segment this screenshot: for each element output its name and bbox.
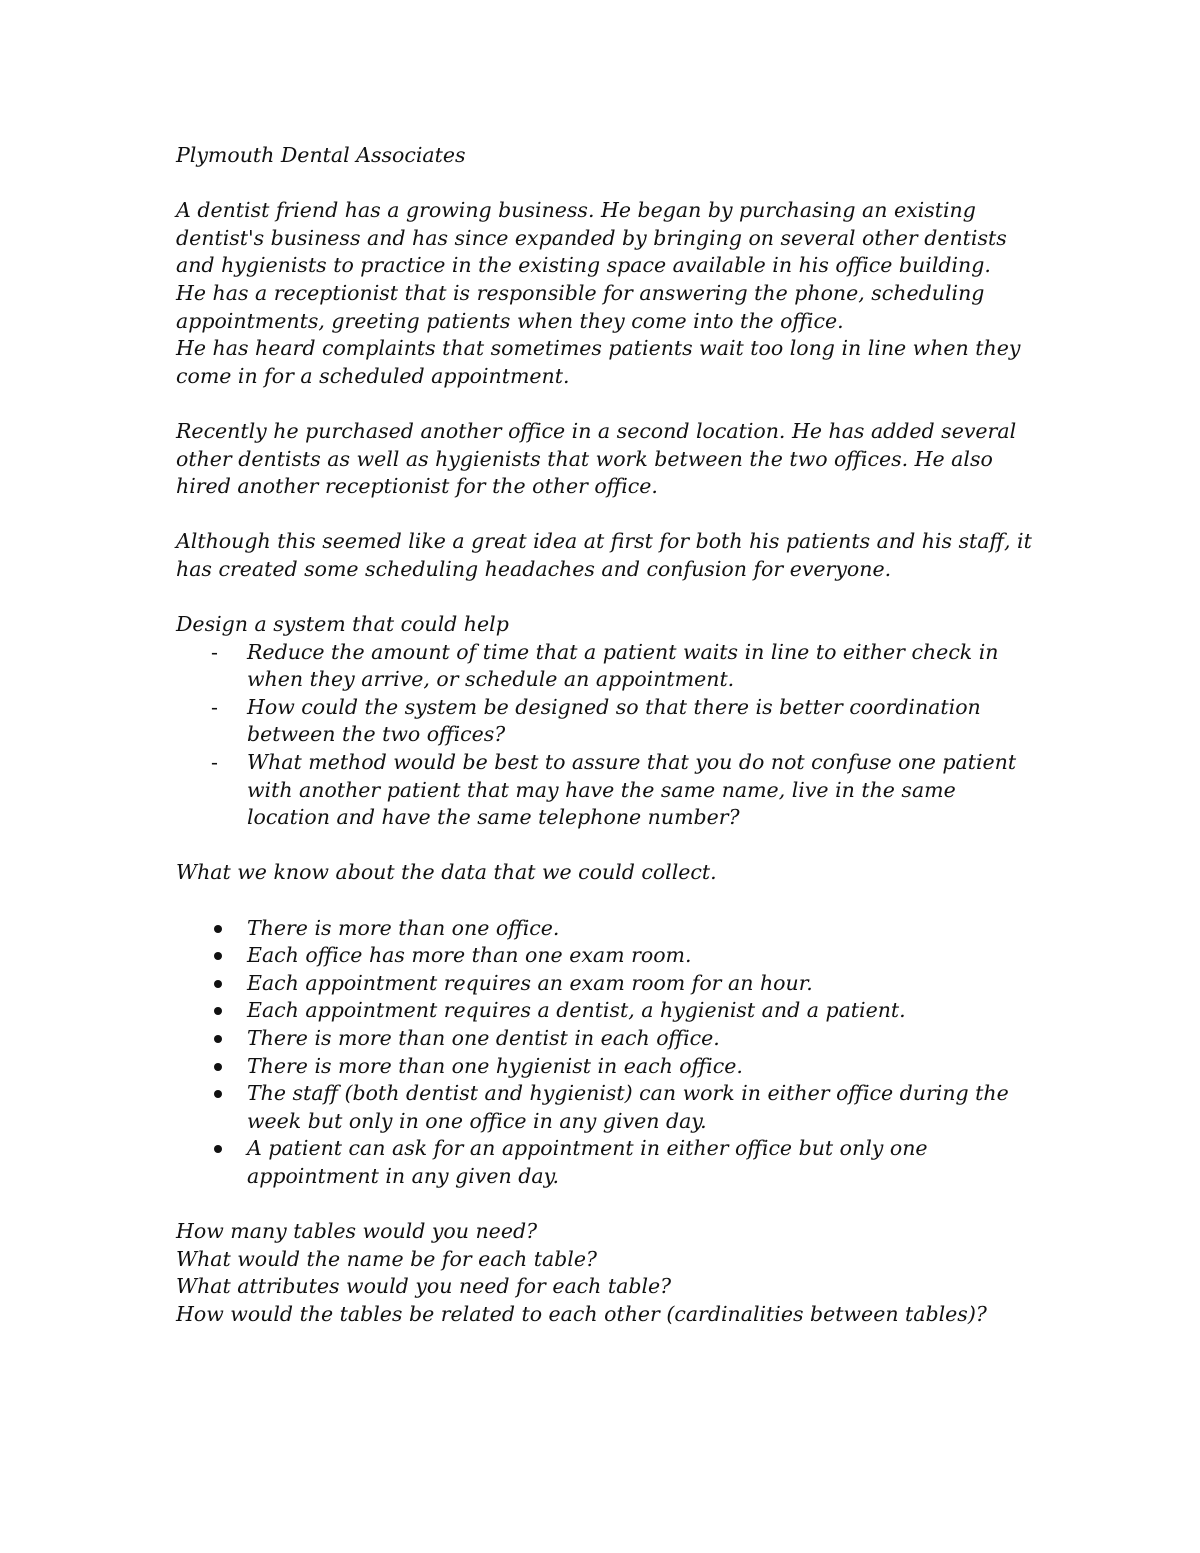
question-line: How would the tables be related to each other (cardinalities between tables)? [176, 1301, 987, 1326]
dash-marker: - [211, 750, 218, 775]
design-item-text: What method would be best to assure that you do not confuse one patient with another patient that may have the same name, live in the same location and have the same telephone number? [247, 750, 1017, 830]
intro-paragraph: A dentist friend has a growing business. He began by purchasing an existing dentist's business and has since expanded by bringing on several other dentists and hygienists to practice in the existing space available in his office building. [176, 198, 1007, 278]
bullet-icon [214, 925, 222, 933]
question-line: What would the name be for each table? [176, 1246, 597, 1271]
bullet-icon [214, 1090, 222, 1098]
data-list-item [176, 970, 1036, 998]
data-item-text: Each appointment requires an exam room for an hour. [247, 970, 813, 995]
recent-paragraph: Recently he purchased another office in a second location. He has added several other dentists as well as hygienists that work between the two offices. He also hired another receptionist for the other office. [176, 418, 1017, 499]
document-page [176, 142, 1036, 1329]
intro-paragraph: He has a receptionist that is responsible for answering the phone, scheduling appointments, greeting patients when they come into the office. [176, 280, 985, 333]
design-heading: Design a system that could help [176, 612, 509, 637]
data-list-item [176, 1025, 1036, 1053]
data-list-item [176, 997, 1036, 1025]
data-list-item [176, 1135, 1036, 1190]
spacer [176, 390, 1036, 418]
dash-marker: - [211, 694, 218, 719]
data-item-text: The staff (both dentist and hygienist) can work in either office during the week but only in one office in any given day. [247, 1081, 1009, 1133]
bullet-icon [214, 980, 222, 988]
data-list-item [176, 1053, 1036, 1081]
although-paragraph: Although this seemed like a great idea at first for both his patients and his staff, it has created some scheduling headaches and confusion for everyone. [176, 529, 1032, 581]
bullet-icon [214, 1145, 222, 1153]
design-item-text: How could the system be designed so that there is better coordination between the two offices? [247, 694, 981, 747]
bullet-icon [214, 1063, 222, 1071]
data-list-item [176, 915, 1036, 943]
intro-paragraph: He has heard complaints that sometimes patients wait too long in line when they come in for a scheduled appointment. [176, 336, 1021, 388]
data-heading: What we know about the data that we could collect. [176, 860, 717, 885]
spacer [176, 170, 1036, 198]
spacer [176, 832, 1036, 860]
spacer [176, 1191, 1036, 1219]
bullet-icon [214, 952, 222, 960]
data-list-item [176, 1080, 1036, 1135]
bullet-icon [214, 1035, 222, 1043]
question-line: How many tables would you need? [176, 1219, 538, 1244]
data-item-text: Each appointment requires a dentist, a hygienist and a patient. [247, 998, 906, 1023]
data-item-text: There is more than one hygienist in each office. [247, 1053, 743, 1078]
dash-marker: - [211, 639, 218, 664]
document-title: Plymouth Dental Associates [176, 143, 466, 167]
data-item-text: Each office has more than one exam room. [247, 943, 692, 968]
data-item-text: There is more than one office. [247, 915, 560, 940]
data-list [176, 915, 1036, 1191]
spacer [176, 887, 1036, 915]
spacer [176, 501, 1036, 529]
data-item-text: A patient can ask for an appointment in either office but only one appointment in any given day. [247, 1136, 928, 1188]
question-line: What attributes would you need for each table? [176, 1274, 672, 1299]
design-item-text: Reduce the amount of time that a patient waits in line to either check in when they arrive, or schedule an appointment. [247, 639, 999, 692]
design-list [176, 639, 1036, 832]
bullet-icon [214, 1007, 222, 1015]
data-item-text: There is more than one dentist in each office. [247, 1026, 720, 1050]
data-list-item [176, 942, 1036, 970]
spacer [176, 584, 1036, 612]
design-list-item [176, 639, 1036, 694]
design-list-item [176, 694, 1036, 749]
design-list-item [176, 749, 1036, 832]
